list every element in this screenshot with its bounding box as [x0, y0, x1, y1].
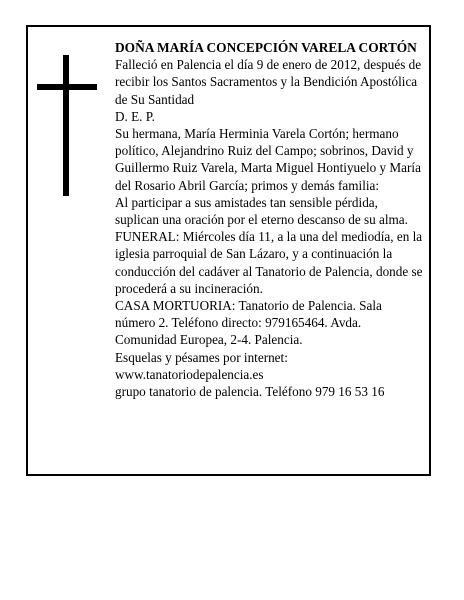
funeral-details: FUNERAL: Miércoles día 11, a la una del mediodía, en la iglesia parroquial de San Lázaro, y a continuación la conducción del cadáver al Tanatorio de Palencia, donde se procederá a su incineración. [115, 229, 423, 296]
contact-line: grupo tanatorio de palencia. Teléfono 979 16 53 16 [115, 384, 385, 400]
family-list: Su hermana, María Herminia Varela Cortón; hermano político, Alejandrino Ruiz del Campo; sobrinos, David y Guillermo Ruiz Varela, Marta Miguel Hontiyuelo y María del Rosario Abril García; primos y demás familia: [115, 126, 421, 193]
death-notice: Falleció en Palencia el día 9 de enero de 2012, después de recibir los Santos Sacramentos y la Bendición Apostólica de Su Santidad [115, 57, 422, 107]
internet-condolences-label: Esquelas y pésames por internet: [115, 349, 288, 365]
rip-line: D. E. P. [115, 108, 155, 124]
cross-vertical-bar [63, 55, 69, 196]
funeral-home-details: CASA MORTUORIA: Tanatorio de Palencia. Sala número 2. Teléfono directo: 979165464. Avda. Comunidad Europea, 2-4. Palencia. [115, 298, 382, 348]
deceased-name: DOÑA MARÍA CONCEPCIÓN VARELA CORTÓN [115, 40, 417, 55]
website-link[interactable]: www.tanatoriodepalencia.es [115, 366, 264, 382]
obituary-text [115, 39, 425, 400]
prayer-request: Al participar a sus amistades tan sensible pérdida, suplican una oración por el eterno descanso de su alma. [115, 194, 408, 228]
cross-horizontal-bar [37, 84, 97, 90]
